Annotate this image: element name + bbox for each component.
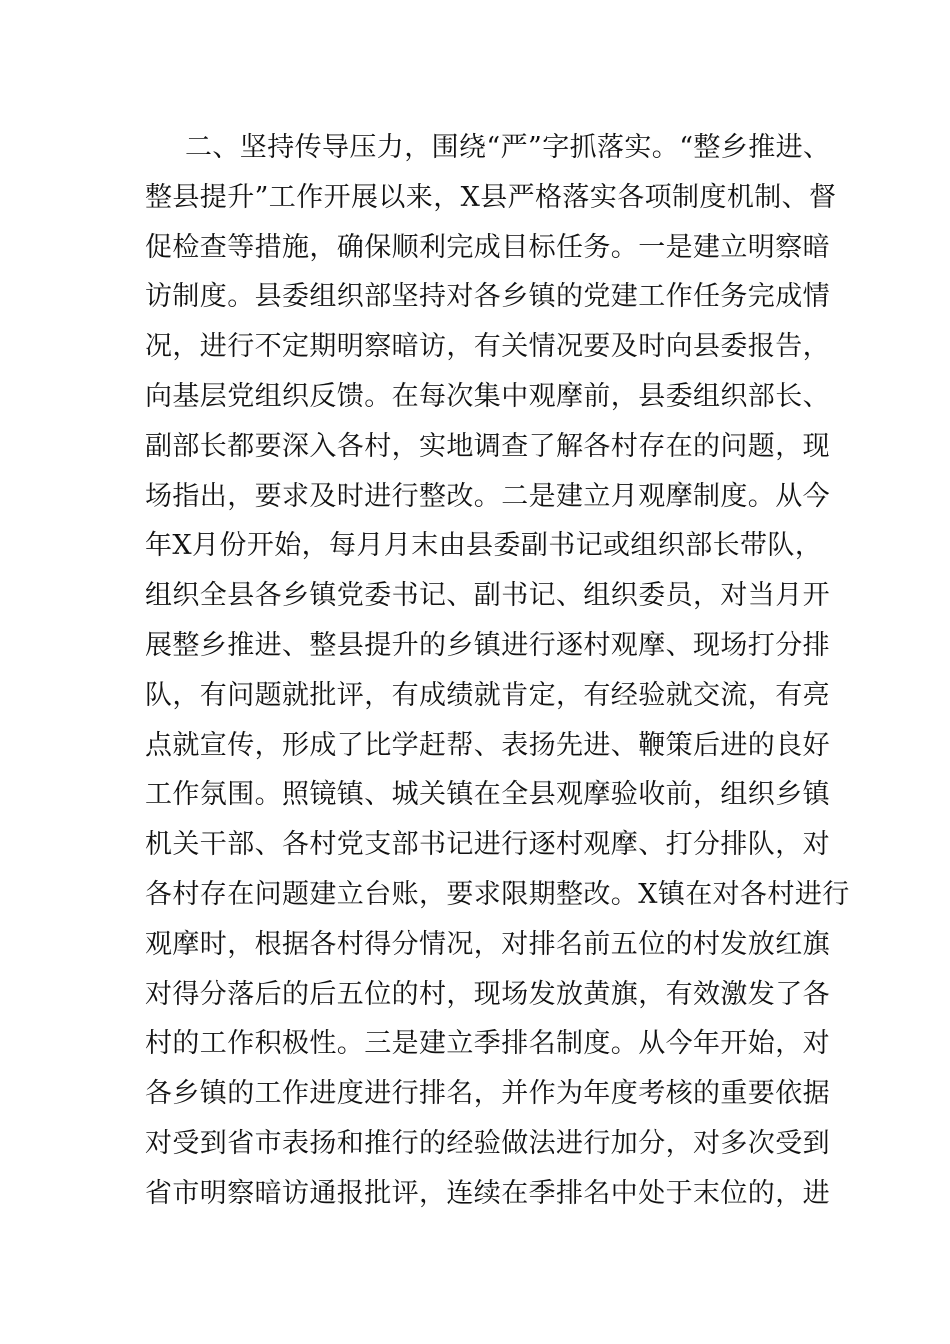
text-line: 促检查等措施，确保顺利完成目标任务。一是建立明察暗 (145, 231, 830, 263)
text-line: 展整乡推进、整县提升的乡镇进行逐村观摩、现场打分排 (145, 629, 830, 661)
text-line: 况，进行不定期明察暗访，有关情况要及时向县委报告， (145, 331, 830, 363)
body-paragraph (145, 123, 850, 1219)
text-line: 观摩时，根据各村得分情况，对排名前五位的村发放红旗 (145, 928, 830, 960)
text-line: 工作氛围。照镜镇、城关镇在全县观摩验收前，组织乡镇 (145, 779, 830, 811)
text-line: 对受到省市表扬和推行的经验做法进行加分，对多次受到 (145, 1127, 830, 1159)
text-line: 场指出，要求及时进行整改。二是建立月观摩制度。从今 (145, 480, 830, 512)
text-line: 各乡镇的工作进度进行排名，并作为年度考核的重要依据 (145, 1078, 830, 1110)
text-line: 机关干部、各村党支部书记进行逐村观摩、打分排队，对 (145, 829, 830, 861)
text-line: 整县提升”工作开展以来，X县严格落实各项制度机制、督 (145, 181, 837, 213)
text-line: 副部长都要深入各村，实地调查了解各村存在的问题，现 (145, 430, 830, 462)
text-line: 向基层党组织反馈。在每次集中观摩前，县委组织部长、 (145, 380, 830, 412)
text-line: 二、坚持传导压力，围绕“严”字抓落实。“整乡推进、 (185, 132, 831, 163)
text-line: 队，有问题就批评，有成绩就肯定，有经验就交流，有亮 (145, 679, 830, 711)
text-line: 村的工作积极性。三是建立季排名制度。从今年开始，对 (145, 1028, 830, 1060)
text-line: 对得分落后的后五位的村，现场发放黄旗，有效激发了各 (145, 978, 830, 1010)
text-line: 年X月份开始，每月月末由县委副书记或组织部长带队， (145, 530, 823, 562)
text-line: 省市明察暗访通报批评，连续在季排名中处于末位的，进 (145, 1177, 830, 1209)
text-line: 各村存在问题建立台账，要求限期整改。X镇在对各村进行 (145, 878, 850, 910)
text-line: 点就宣传，形成了比学赶帮、表扬先进、鞭策后进的良好 (145, 729, 830, 761)
text-line: 组织全县各乡镇党委书记、副书记、组织委员，对当月开 (145, 580, 830, 612)
text-line: 访制度。县委组织部坚持对各乡镇的党建工作任务完成情 (145, 281, 830, 313)
